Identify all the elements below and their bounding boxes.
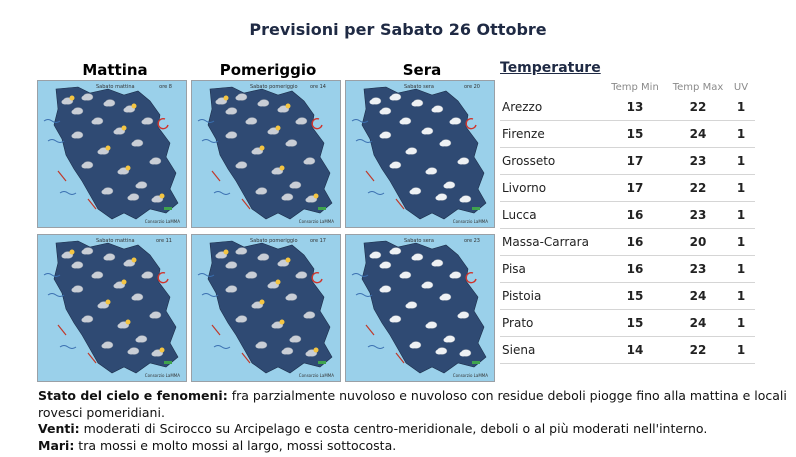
sun-icon <box>70 96 75 101</box>
sun-icon <box>280 320 285 325</box>
mari-text: tra mossi e molto mossi al largo, mossi sottocosta. <box>74 437 397 453</box>
sun-icon <box>122 126 127 131</box>
sun-icon <box>106 300 111 305</box>
temp-min: 13 <box>626 100 644 114</box>
map-hour: ore 8 <box>159 84 172 90</box>
uv-index: 1 <box>736 154 746 168</box>
map-credit: Consorzio LaMMA <box>144 373 180 378</box>
sun-icon <box>160 348 165 353</box>
map-label: Sabato sera <box>404 238 434 244</box>
uv-index: 1 <box>736 127 746 141</box>
sun-icon <box>286 104 291 109</box>
temp-min: 15 <box>626 127 644 141</box>
temp-max: 23 <box>689 154 707 168</box>
temp-min: 17 <box>626 181 644 195</box>
sun-icon <box>70 250 75 255</box>
city-name: Siena <box>502 343 536 357</box>
column-mattina: Mattina <box>82 61 148 79</box>
sun-icon <box>314 194 319 199</box>
map-hour: ore 11 <box>155 238 172 244</box>
map-credit: Consorzio LaMMA <box>298 373 334 378</box>
map-credit: Consorzio LaMMA <box>298 219 334 224</box>
uv-index: 1 <box>736 208 746 222</box>
map-hour: ore 23 <box>463 238 480 244</box>
map-label: Sabato mattina <box>96 84 135 90</box>
temp-max: 24 <box>689 316 707 330</box>
sun-icon <box>126 320 131 325</box>
temp-min: 16 <box>626 262 644 276</box>
temp-max: 22 <box>689 100 707 114</box>
uv-index: 1 <box>736 316 746 330</box>
mari-label: Mari: <box>38 437 75 453</box>
sun-icon <box>132 258 137 263</box>
sun-icon <box>224 96 229 101</box>
sun-icon <box>106 146 111 151</box>
city-name: Livorno <box>502 181 547 195</box>
temp-min: 15 <box>626 316 644 330</box>
table-row <box>500 283 755 310</box>
cielo-label: Stato del cielo e fenomeni: <box>38 388 228 403</box>
city-name: Pisa <box>502 262 526 276</box>
sun-icon <box>276 280 281 285</box>
table-row <box>500 121 755 148</box>
uv-index: 1 <box>736 262 746 276</box>
temp-min: 16 <box>626 235 644 249</box>
header-temp-max: Temp Max <box>672 82 724 93</box>
table-row <box>500 202 755 229</box>
temp-max: 24 <box>689 127 707 141</box>
forecast-map <box>37 80 187 228</box>
table-row <box>500 175 755 202</box>
table-row <box>500 94 755 121</box>
sun-icon <box>224 250 229 255</box>
uv-index: 1 <box>736 235 746 249</box>
cielo-text: fra parzialmente nuvoloso e nuvoloso con residue deboli piogge fino alla mattina e locali rovesci pomeridiani. <box>38 388 787 420</box>
map-label: Sabato pomeriggio <box>250 84 298 90</box>
temp-max: 20 <box>689 235 707 249</box>
page-title: Previsioni per Sabato 26 Ottobre <box>249 20 547 39</box>
uv-index: 1 <box>736 181 746 195</box>
sun-icon <box>132 104 137 109</box>
map-hour: ore 14 <box>309 84 326 90</box>
table-row <box>500 256 755 283</box>
table-row <box>500 229 755 256</box>
map-credit: Consorzio LaMMA <box>452 373 488 378</box>
temp-min: 17 <box>626 154 644 168</box>
temp-max: 23 <box>689 262 707 276</box>
temp-min: 14 <box>626 343 644 357</box>
sun-icon <box>122 280 127 285</box>
map-hour: ore 20 <box>463 84 480 90</box>
temp-max: 22 <box>689 181 707 195</box>
sun-icon <box>280 166 285 171</box>
map-hour: ore 17 <box>309 238 326 244</box>
sun-icon <box>276 126 281 131</box>
table-row <box>500 310 755 337</box>
city-name: Grosseto <box>502 154 556 168</box>
venti-label: Venti: <box>38 421 80 436</box>
cielo-line <box>38 388 788 421</box>
forecast-map <box>191 80 341 228</box>
sun-icon <box>126 166 131 171</box>
table-row <box>500 337 755 364</box>
temp-min: 16 <box>626 208 644 222</box>
map-label: Sabato pomeriggio <box>250 238 298 244</box>
table-row <box>500 148 755 175</box>
map-credit: Consorzio LaMMA <box>452 219 488 224</box>
header-temp-min: Temp Min <box>611 82 659 93</box>
city-name: Arezzo <box>502 100 543 114</box>
temperature-title: Temperature <box>500 60 601 76</box>
sun-icon <box>260 300 265 305</box>
column-sera: Sera <box>402 61 442 79</box>
map-credit: Consorzio LaMMA <box>144 219 180 224</box>
temp-max: 23 <box>689 208 707 222</box>
forecast-map <box>345 234 495 382</box>
mari-line <box>38 438 788 455</box>
city-name: Prato <box>502 316 534 330</box>
city-name: Massa-Carrara <box>502 235 589 249</box>
sun-icon <box>286 258 291 263</box>
temp-max: 24 <box>689 289 707 303</box>
temp-max: 22 <box>689 343 707 357</box>
venti-line <box>38 421 788 438</box>
city-name: Firenze <box>502 127 545 141</box>
uv-index: 1 <box>736 343 746 357</box>
forecast-description <box>38 388 788 454</box>
sun-icon <box>314 348 319 353</box>
uv-index: 1 <box>736 289 746 303</box>
city-name: Pistoia <box>502 289 542 303</box>
venti-text: moderati di Scirocco su Arcipelago e costa centro-meridionale, deboli o al più moderati nell'interno. <box>79 421 708 436</box>
forecast-map <box>345 80 495 228</box>
forecast-map <box>191 234 341 382</box>
map-label: Sabato sera <box>404 84 434 90</box>
map-label: Sabato mattina <box>96 238 135 244</box>
forecast-map <box>37 234 187 382</box>
uv-index: 1 <box>736 100 746 114</box>
column-pomeriggio: Pomeriggio <box>219 61 317 79</box>
temp-min: 15 <box>626 289 644 303</box>
header-uv: UV <box>733 82 749 93</box>
city-name: Lucca <box>502 208 537 222</box>
sun-icon <box>260 146 265 151</box>
sun-icon <box>160 194 165 199</box>
